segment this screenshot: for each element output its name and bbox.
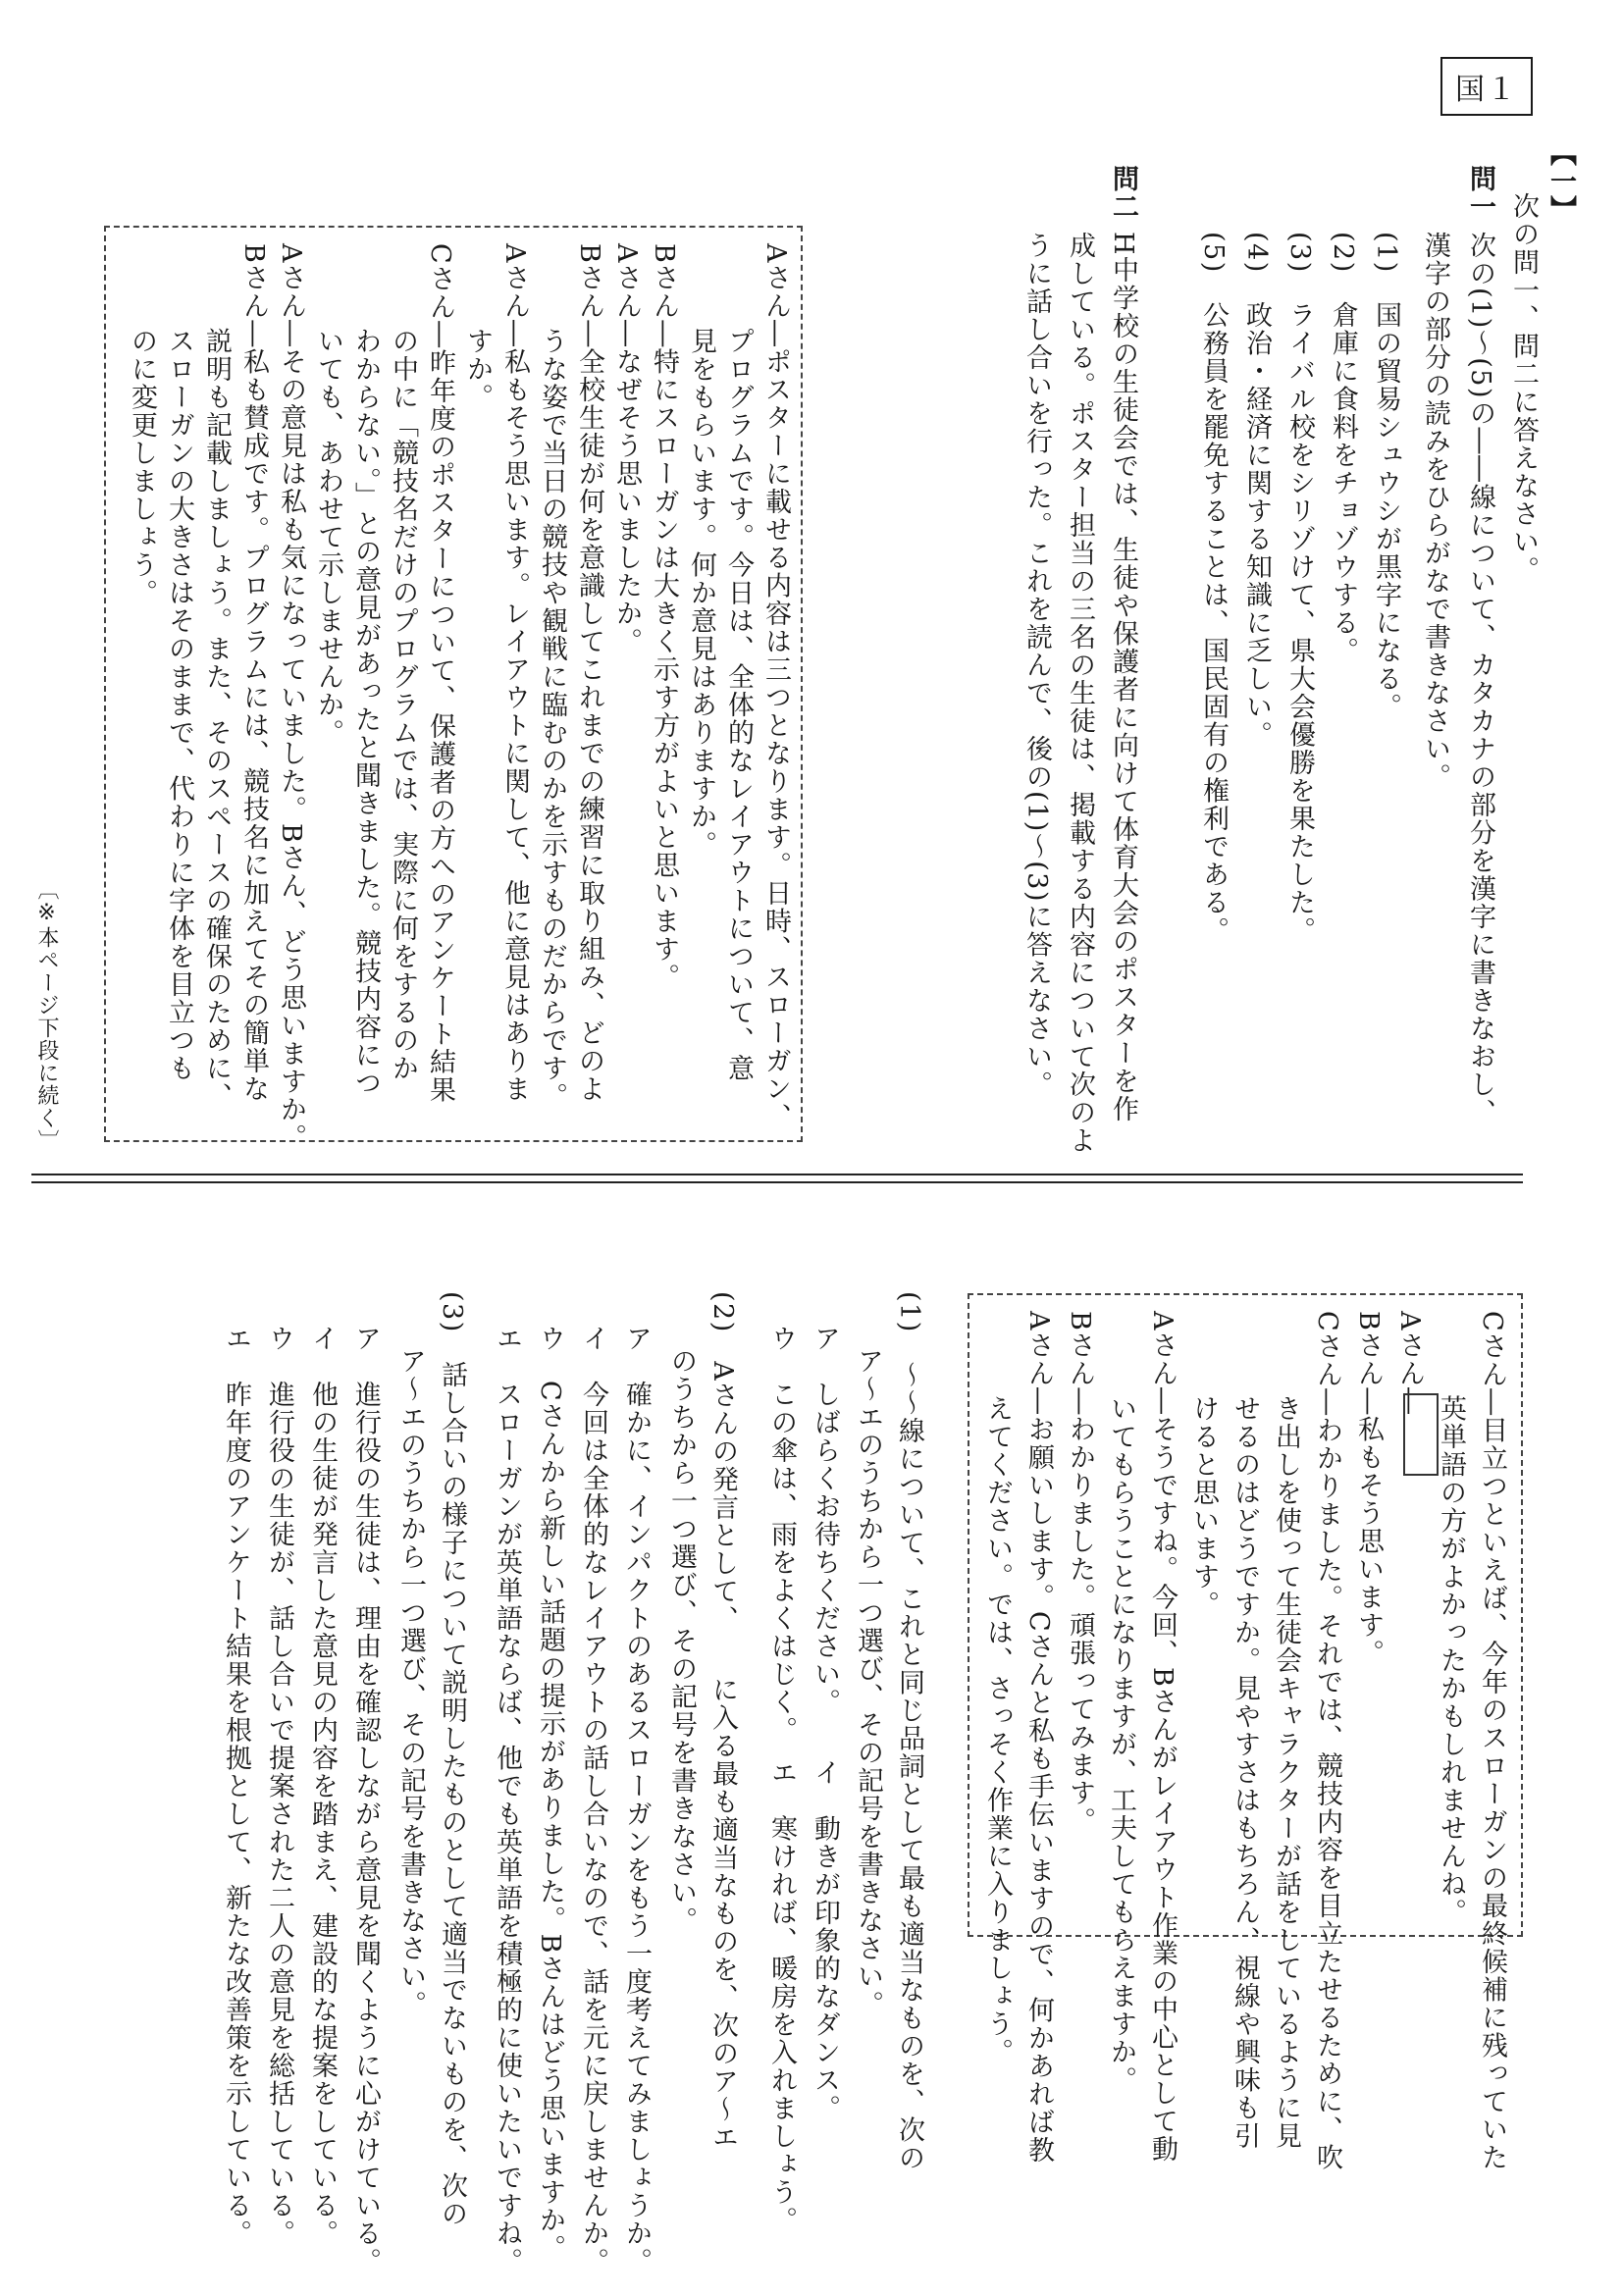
sub3-option-1: ア 進行役の生徒は、理由を確認しながら意見を聞くように心がけている。	[350, 1325, 381, 2275]
dialogue-top-line-18: のに変更しましょう。	[127, 243, 157, 607]
sub1-option-2: ウ この傘は、雨をよくはじく。 エ 寒ければ、暖房を入れましょう。	[766, 1325, 797, 2234]
dialogue-bottom-line-2: 英単語の方がよかったかもしれませんね。	[1436, 1311, 1466, 1926]
dialogue-top-line-16: 説明も記載しましょう。また、そのスペースの確保のために、	[201, 243, 232, 1111]
dialogue-top-line-4: Bさん―特にスローガンは大きく示す方がよいと思います。	[649, 243, 679, 992]
dialogue-bottom-line-9: Aさん―そうですね。今回、Bさんがレイアウト作業の中心として動	[1147, 1311, 1178, 2164]
dialogue-top-line-12: わからない。」との意見があったと聞きました。競技内容につ	[350, 243, 381, 1097]
q1-item-5: (5) 公務員を罷免することは、国民固有の権利である。	[1198, 232, 1229, 945]
sub2-option-1: ア 確かに、インパクトのあるスローガンをもう一度考えてみましょうか。	[621, 1325, 652, 2275]
sub1-line-2: ア～エのうちから一つ選び、その記号を書きなさい。	[853, 1291, 883, 2018]
separator-line	[31, 1181, 1523, 1183]
sub2-option-3: ウ Cさんから新しい話題の提示がありました。Bさんはどう思いますか。	[535, 1325, 565, 2263]
q2-line-2: 成している。ポスター担当の三名の生徒は、掲載する内容について次のよ	[1065, 232, 1095, 1155]
dialogue-bottom-line-4: Bさん―私もそう思います。	[1353, 1311, 1384, 1668]
q2-label: 問二	[1108, 165, 1138, 221]
sub2-line-1: (2) Aさんの発言として、 に入る最も適当なものを、次のア～エ	[707, 1291, 738, 2152]
q2-line-3: うに話し合いを行った。これを読んで、後の(1)～(3)に答えなさい。	[1021, 232, 1052, 1099]
dialogue-bottom-line-13: えてください。では、さっそく作業に入りましょう。	[982, 1311, 1013, 2066]
dialogue-top-line-10: Cさん―昨年度のポスターについて、保護者の方へのアンケート結果	[425, 243, 455, 1105]
dialogue-top-line-1: Aさん―ポスターに載せる内容は三つとなります。日時、スローガン、	[760, 243, 791, 1131]
sub2-option-2: イ 今回は全体的なレイアウトの話し合いなので、話を元に戻しませんか。	[578, 1325, 608, 2275]
dialogue-top-line-14: Aさん―その意見は私も気になっていました。Bさん、どう思いますか。	[276, 243, 306, 1152]
page-label: 国１	[1440, 57, 1533, 116]
separator-line	[31, 1174, 1523, 1175]
sub3-option-4: エ 昨年度のアンケート結果を根拠として、新たな改善策を示している。	[221, 1325, 251, 2248]
dialogue-top-line-17: スローガンの大きさはそのままで、代わりに字体を目立つも	[164, 243, 194, 1082]
dialogue-bottom-line-12: Aさん―お願いします。Cさんと私も手伝いますので、何かあれば教	[1023, 1311, 1054, 2165]
dialogue-bottom-line-8: けると思います。	[1188, 1311, 1219, 1619]
sub3-option-3: ウ 進行役の生徒が、話し合いで提案された二人の意見を総括している。	[264, 1325, 294, 2248]
sub2-line-2: のうちから一つ選び、その記号を書きなさい。	[666, 1291, 697, 1935]
dialogue-top-line-13: いても、あわせて示しませんか。	[313, 243, 343, 747]
answer-blank-box	[1403, 1393, 1439, 1476]
sub3-line-1: (3) 話し合いの様子について説明したものとして適当でないものを、次の	[437, 1291, 467, 2228]
sub1-option-1: ア しばらくお待ちください。 イ 動きが印象的なダンス。	[810, 1325, 840, 2122]
instruction: 次の問一、問二に答えなさい。	[1508, 192, 1539, 584]
dialogue-bottom-line-11: Bさん―わかりました。頑張ってみます。	[1065, 1311, 1095, 1836]
q2-line-1: H中学校の生徒会では、生徒や保護者に向けて体育大会のポスターを作	[1108, 232, 1138, 1123]
sub2-option-4: エ スローガンが英単語ならば、他でも英単語を積極的に使いたいですね。	[492, 1325, 522, 2275]
dialogue-top-line-7: うな姿で当日の競技や観戦に臨むのかを示すものだからです。	[537, 243, 567, 1111]
dialogue-bottom-line-7: せるのはどうですか。見やすさはもちろん、視線や興味も引	[1230, 1311, 1260, 2150]
dialogue-top-line-8: Aさん―私もそう思います。レイアウトに関して、他に意見はありま	[499, 243, 530, 1103]
dialogue-bottom-line-3: Aさん―	[1394, 1311, 1425, 1416]
dialogue-top-line-11: の中に「競技名だけのプログラムでは、実際に何をするのか	[388, 243, 418, 1082]
dialogue-bottom-line-5: Cさん―わかりました。それでは、競技内容を目立たせるために、吹	[1312, 1311, 1342, 2172]
q1-item-3: (3) ライバル校をシリゾけて、県大会優勝を果たした。	[1284, 232, 1315, 945]
dialogue-bottom-line-1: Cさん―目立つといえば、今年のスローガンの最終候補に残っていた	[1477, 1311, 1507, 2172]
dialogue-bottom-line-6: き出しを使って生徒会キャラクターが話をしているように見	[1271, 1311, 1301, 2150]
q1-item-4: (4) 政治・経済に関する知識に乏しい。	[1241, 232, 1272, 750]
section-mark: 【一】	[1545, 139, 1576, 224]
dialogue-bottom-line-10: いてもらうことになりますが、工夫してもらえますか。	[1106, 1311, 1136, 2094]
sub1-line-1: (1) ～～線について、これと同じ品詞として最も適当なものを、次の	[894, 1291, 924, 2172]
sub3-line-2: ア～エのうちから一つ選び、その記号を書きなさい。	[395, 1291, 426, 2018]
dialogue-top-line-6: Bさん―全校生徒が何を意識してこれまでの練習に取り組み、どのよ	[574, 243, 604, 1104]
dialogue-top-line-3: 見をもらいます。何か意見はありますか。	[686, 243, 716, 859]
dialogue-top-line-2: プログラムです。今日は、全体的なレイアウトについて、意	[723, 243, 754, 1082]
q1-line-2: 漢字の部分の読みをひらがなで書きなさい。	[1420, 232, 1450, 791]
q1-label: 問一	[1465, 165, 1495, 221]
continue-note: 〔※本ページ下段に続く〕	[34, 878, 59, 1152]
sub3-option-2: イ 他の生徒が発言した意見の内容を踏まえ、建設的な提案をしている。	[307, 1325, 338, 2248]
q1-item-1: (1) 国の貿易シュウシが黒字になる。	[1371, 232, 1401, 721]
q1-line-1: 次の(1)～(5)の――線について、カタカナの部分を漢字に書きなおし、	[1465, 232, 1495, 1126]
dialogue-top-line-9: すか。	[462, 243, 493, 411]
dialogue-top-line-15: Bさん―私も賛成です。プログラムには、競技名に加えてその簡単な	[238, 243, 269, 1104]
dialogue-top-line-5: Aさん―なぜそう思いましたか。	[611, 243, 642, 655]
q1-item-2: (2) 倉庫に食料をチョゾウする。	[1328, 232, 1358, 665]
